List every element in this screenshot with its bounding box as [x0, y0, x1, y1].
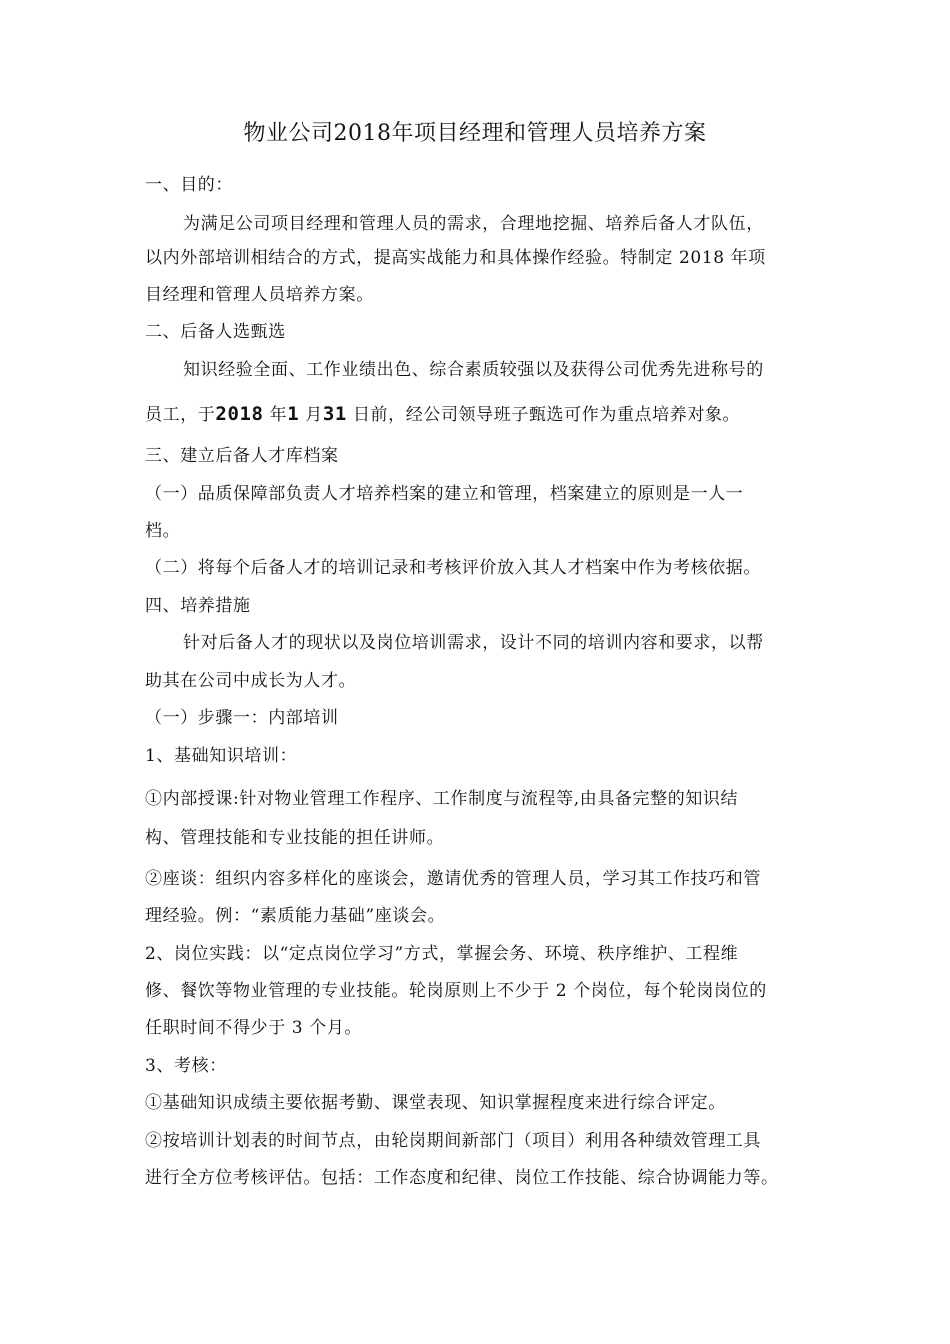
- document-title: 物业公司2018年项目经理和管理人员培养方案: [243, 121, 707, 146]
- paragraph-line: 目经理和管理人员培养方案。: [145, 285, 374, 305]
- list-item-line: 进行全方位考核评估。包括：工作态度和纪律、岗位工作技能、综合协调能力等。: [145, 1168, 779, 1188]
- year-value: 2018: [215, 403, 264, 425]
- list-item-line: ②座谈：组织内容多样化的座谈会，邀请优秀的管理人员，学习其工作技巧和管: [145, 869, 761, 889]
- paragraph-line: 针对后备人才的现状以及岗位培训需求，设计不同的培训内容和要求，以帮: [183, 633, 764, 653]
- paragraph-line: 以内外部培训相结合的方式，提高实战能力和具体操作经验。特制定 2018 年项: [145, 248, 766, 268]
- list-item-line: 任职时间不得少于 3 个月。: [145, 1018, 363, 1038]
- section-heading-selection: 二、后备人选甄选: [145, 322, 286, 342]
- month-value: 1: [287, 403, 300, 425]
- list-item-line: 理经验。例：“素质能力基础”座谈会。: [145, 906, 446, 926]
- day-value: 31: [322, 403, 347, 425]
- list-item-line: ①基础知识成绩主要依据考勤、课堂表现、知识掌握程度来进行综合评定。: [145, 1093, 726, 1113]
- list-item-line: ②按培训计划表的时间节点，由轮岗期间新部门（项目）利用各种绩效管理工具: [145, 1131, 761, 1151]
- text-span: 月: [305, 405, 323, 425]
- paragraph-line-date: [145, 400, 825, 429]
- paragraph-line: 为满足公司项目经理和管理人员的需求，合理地挖掘、培养后备人才队伍，: [183, 214, 764, 234]
- text-span: 日前，经公司领导班子甄选可作为重点培养对象。: [352, 405, 741, 425]
- list-item-line: 构、管理技能和专业技能的担任讲师。: [145, 828, 445, 848]
- section-heading-purpose: 一、目的：: [145, 175, 233, 195]
- paragraph-line: （一）品质保障部负责人才培养档案的建立和管理，档案建立的原则是一人一: [145, 484, 744, 504]
- paragraph-line: 助其在公司中成长为人才。: [145, 671, 357, 691]
- paragraph-line: （二）将每个后备人才的培训记录和考核评价放入其人才档案中作为考核依据。: [145, 558, 761, 578]
- subheading-step-one: （一）步骤一：内部培训: [145, 708, 339, 728]
- list-item-line: 修、餐饮等物业管理的专业技能。轮岗原则上不少于 2 个岗位，每个轮岗岗位的: [145, 981, 767, 1001]
- section-heading-measures: 四、培养措施: [145, 596, 251, 616]
- text-span: 员工，于: [145, 405, 216, 425]
- paragraph-line: 知识经验全面、工作业绩出色、综合素质较强以及获得公司优秀先进称号的: [183, 360, 764, 380]
- subheading-assessment: 3、考核：: [145, 1056, 227, 1076]
- section-heading-archive: 三、建立后备人才库档案: [145, 446, 339, 466]
- list-item-line: 2、岗位实践：以“定点岗位学习”方式，掌握会务、环境、秩序维护、工程维: [145, 944, 739, 964]
- text-span: 年: [269, 405, 288, 425]
- subheading-basic-training: 1、基础知识培训：: [145, 746, 298, 766]
- paragraph-line: 档。: [145, 521, 181, 541]
- list-item-line: ①内部授课:针对物业管理工作程序、工作制度与流程等,由具备完整的知识结: [145, 789, 739, 809]
